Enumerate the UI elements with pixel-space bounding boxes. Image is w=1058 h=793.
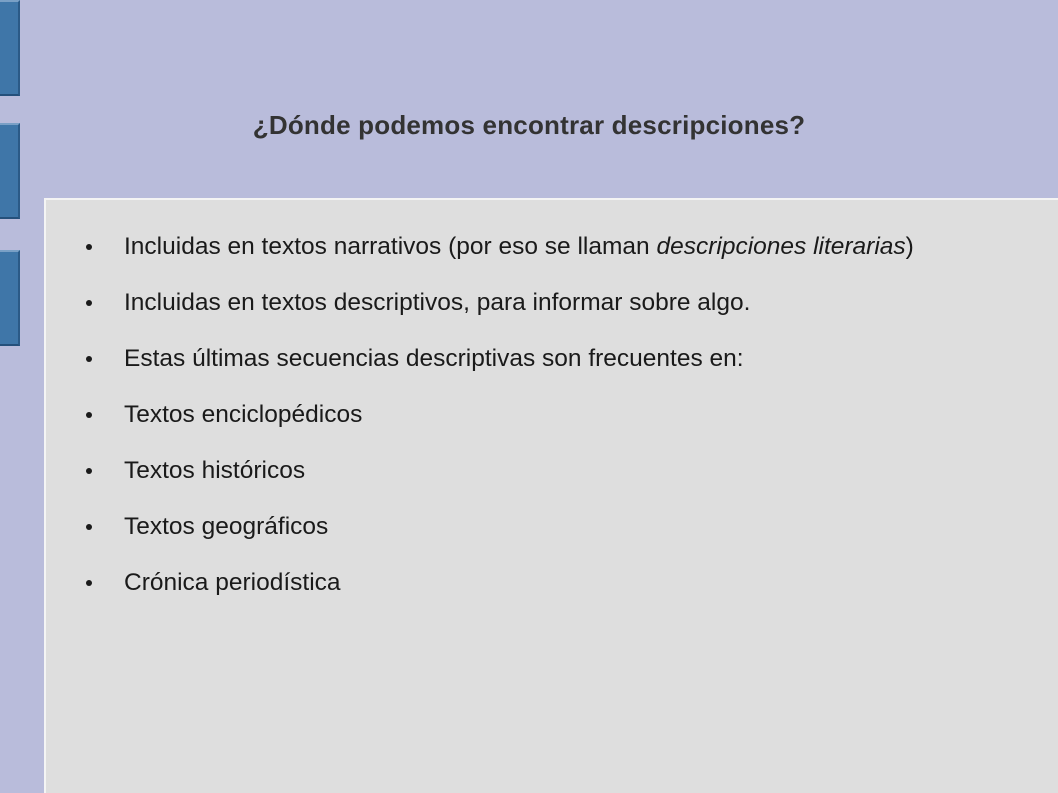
list-item-text: Textos geográficos: [124, 513, 329, 540]
list-item: [46, 342, 1004, 376]
list-item: [46, 398, 1004, 432]
list-item: [46, 566, 1004, 600]
list-item-text: Incluidas en textos narrativos (por eso se llaman: [124, 233, 657, 260]
list-item-text: Textos históricos: [124, 457, 306, 484]
list-item-text: Incluidas en textos descriptivos, para informar sobre algo.: [124, 289, 751, 316]
list-item-text: Crónica periodística: [124, 569, 341, 596]
content-panel: [44, 198, 1058, 793]
bullet-icon: [86, 244, 92, 250]
bullet-icon: [86, 468, 92, 474]
bullet-icon: [86, 412, 92, 418]
decorative-side-bar: [0, 0, 20, 96]
list-item-text: Estas últimas secuencias descriptivas son frecuentes en:: [124, 345, 744, 372]
slide-title: ¿Dónde podemos encontrar descripciones?: [252, 110, 806, 140]
list-item: [46, 230, 1004, 264]
list-item-text: Textos enciclopédicos: [124, 401, 363, 428]
bullet-icon: [86, 524, 92, 530]
bullet-icon: [86, 580, 92, 586]
bullet-list: [46, 230, 1004, 622]
decorative-side-bar: [0, 250, 20, 346]
bullet-icon: [86, 300, 92, 306]
list-item-text: ): [905, 233, 914, 260]
list-item: [46, 454, 1004, 488]
bullet-icon: [86, 356, 92, 362]
list-item: [46, 510, 1004, 544]
list-item: [46, 286, 1004, 320]
list-item-italic-text: descripciones literarias: [656, 233, 906, 260]
